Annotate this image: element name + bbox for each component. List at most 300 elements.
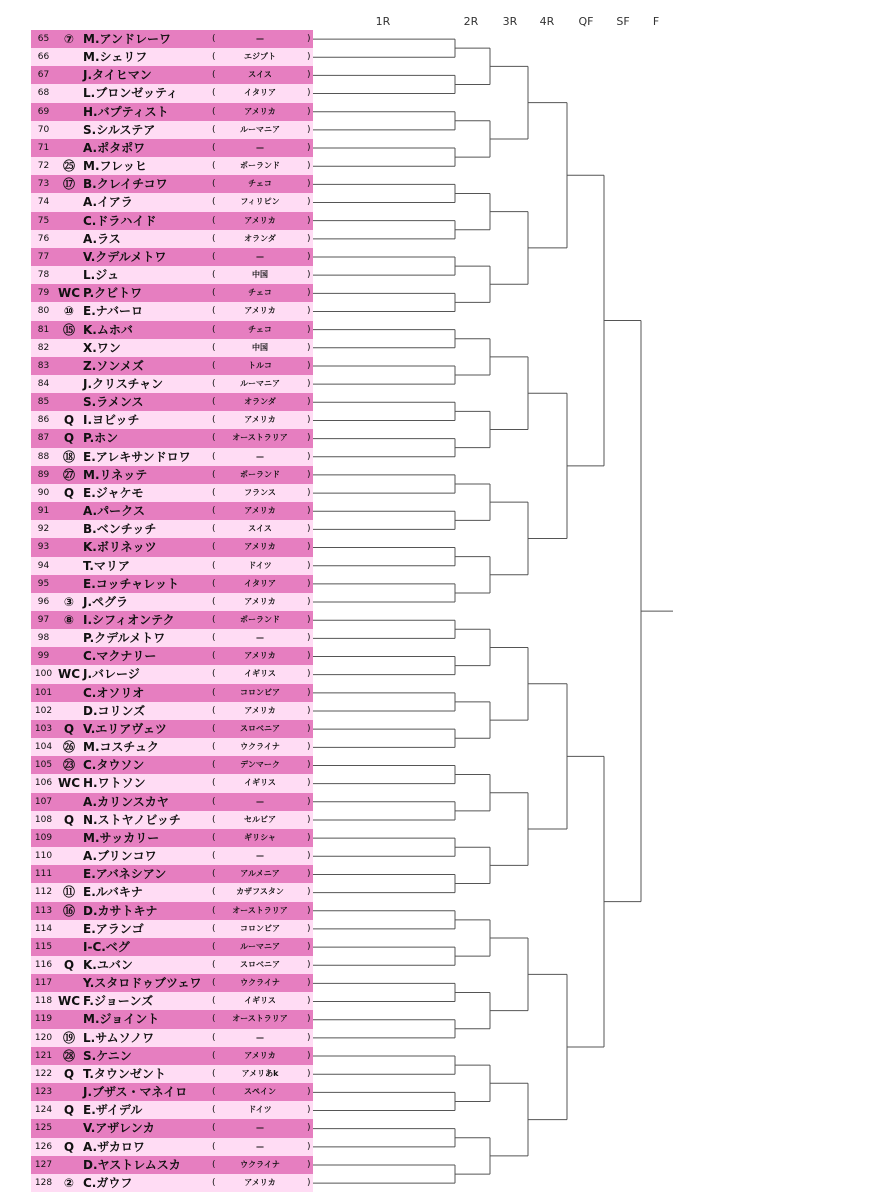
- player-name: C.オソリオ: [83, 685, 145, 700]
- player-name: S.シルステア: [83, 122, 156, 137]
- draw-number: 126: [34, 1141, 53, 1152]
- player-name: Z.ソンメズ: [83, 358, 144, 373]
- paren-open: (: [212, 959, 216, 970]
- paren-close: ): [307, 342, 311, 353]
- paren-open: (: [212, 923, 216, 934]
- paren-open: (: [212, 415, 216, 426]
- player-country: オーストラリア: [232, 905, 288, 915]
- player-country: アメリカ: [244, 705, 276, 715]
- player-name: V.アザレンカ: [83, 1121, 155, 1136]
- draw-number: 120: [34, 1032, 53, 1043]
- paren-close: ): [307, 760, 311, 771]
- paren-open: (: [212, 270, 216, 281]
- player-name: A.イアラ: [83, 195, 133, 210]
- paren-open: (: [212, 197, 216, 208]
- player-country: コロンビア: [240, 923, 280, 933]
- seed-mark: ⑲: [62, 1030, 75, 1045]
- paren-open: (: [212, 397, 216, 408]
- paren-open: (: [212, 796, 216, 807]
- paren-open: (: [212, 742, 216, 753]
- draw-number: 119: [34, 1014, 53, 1025]
- paren-close: ): [307, 161, 311, 172]
- paren-close: ): [307, 433, 311, 444]
- player-name: A.ザカロワ: [83, 1139, 145, 1154]
- paren-open: (: [212, 70, 216, 81]
- paren-close: ): [307, 596, 311, 607]
- draw-number: 74: [37, 197, 50, 208]
- draw-number: 121: [34, 1050, 53, 1061]
- player-country: イギリス: [244, 778, 276, 788]
- draw-number: 83: [37, 360, 50, 371]
- draw-number: 106: [34, 778, 53, 789]
- draw-number: 102: [34, 705, 53, 716]
- paren-open: (: [212, 687, 216, 698]
- draw-number: 116: [34, 959, 53, 970]
- draw-number: 117: [34, 978, 53, 989]
- seed-mark: Q: [63, 413, 75, 428]
- paren-close: ): [307, 959, 311, 970]
- player-name: F.ジョーンズ: [83, 994, 154, 1009]
- player-country: フランス: [244, 487, 276, 497]
- paren-close: ): [307, 742, 311, 753]
- player-country: ポーランド: [240, 615, 280, 624]
- paren-open: (: [212, 215, 216, 226]
- seed-mark: WC: [57, 994, 81, 1009]
- seed-mark: Q: [63, 1066, 75, 1081]
- paren-open: (: [212, 1177, 216, 1188]
- paren-close: ): [307, 542, 311, 553]
- player-country: —: [256, 451, 264, 461]
- draw-number: 78: [37, 270, 50, 281]
- paren-open: (: [212, 760, 216, 771]
- paren-open: (: [212, 451, 216, 462]
- draw-number: 108: [34, 814, 53, 825]
- paren-open: (: [212, 1105, 216, 1116]
- player-country: ルーマニア: [240, 378, 280, 388]
- paren-close: ): [307, 633, 311, 644]
- player-name: M.ジョイント: [83, 1012, 160, 1027]
- player-country: —: [256, 1123, 264, 1133]
- player-country: チェコ: [248, 179, 272, 189]
- seed-mark: ㉘: [62, 1048, 75, 1063]
- paren-close: ): [307, 1087, 311, 1098]
- player-country: エジプト: [244, 52, 276, 62]
- seed-mark: ㉕: [62, 159, 75, 174]
- paren-open: (: [212, 251, 216, 262]
- player-name: K.ユバン: [83, 957, 133, 972]
- paren-close: ): [307, 887, 311, 898]
- draw-number: 114: [34, 923, 53, 934]
- player-name: V.クデルメトワ: [83, 249, 167, 264]
- seed-mark: ㉗: [62, 467, 75, 482]
- player-country: チェコ: [248, 288, 272, 298]
- paren-close: ): [307, 179, 311, 190]
- player-name: C.タウソン: [83, 758, 145, 773]
- draw-number: 100: [34, 669, 53, 680]
- paren-close: ): [307, 978, 311, 989]
- player-country: ドイツ: [248, 1105, 272, 1115]
- paren-close: ): [307, 723, 311, 734]
- seed-mark: WC: [57, 667, 81, 682]
- paren-close: ): [307, 197, 311, 208]
- seed-mark: ⑱: [62, 449, 75, 464]
- seed-mark: ③: [63, 594, 75, 609]
- paren-close: ): [307, 1159, 311, 1170]
- paren-open: (: [212, 633, 216, 644]
- draw-number: 110: [34, 851, 53, 862]
- player-country: アメリカ: [244, 415, 276, 425]
- player-country: フィリピン: [240, 197, 280, 207]
- seed-mark: ⑮: [62, 322, 75, 337]
- paren-close: ): [307, 106, 311, 117]
- player-name: N.ストヤノビッチ: [83, 812, 181, 827]
- round-label-f: F: [652, 15, 660, 28]
- player-name: A.ブリンコワ: [83, 849, 157, 864]
- seed-mark: Q: [63, 812, 75, 827]
- paren-open: (: [212, 88, 216, 99]
- paren-close: ): [307, 996, 311, 1007]
- player-country: アルメニア: [240, 869, 280, 879]
- player-name: E.アバネシアン: [83, 867, 167, 882]
- paren-close: ): [307, 215, 311, 226]
- draw-number: 97: [37, 615, 50, 625]
- seed-mark: ⑧: [63, 613, 75, 627]
- paren-open: (: [212, 34, 216, 44]
- seed-mark: Q: [63, 485, 75, 500]
- draw-number: 125: [34, 1123, 53, 1134]
- paren-open: (: [212, 433, 216, 444]
- player-country: アメリカ: [244, 651, 276, 661]
- draw-number: 127: [34, 1159, 53, 1170]
- player-name: C.ドラハイド: [83, 213, 157, 228]
- player-country: オランダ: [244, 397, 276, 407]
- seed-mark: ⑪: [62, 885, 75, 900]
- paren-open: (: [212, 233, 216, 244]
- draw-number: 104: [34, 742, 53, 753]
- player-name: E.コッチャレット: [83, 576, 180, 591]
- paren-close: ): [307, 941, 311, 952]
- paren-open: (: [212, 1141, 216, 1152]
- paren-open: (: [212, 596, 216, 607]
- paren-open: (: [212, 941, 216, 952]
- player-country: ウクライナ: [240, 1159, 280, 1169]
- draw-number: 99: [37, 651, 50, 662]
- paren-open: (: [212, 52, 216, 63]
- draw-number: 82: [37, 342, 50, 353]
- draw-number: 76: [37, 233, 50, 244]
- seed-mark: ②: [63, 1175, 75, 1190]
- paren-close: ): [307, 1050, 311, 1061]
- paren-close: ): [307, 34, 311, 44]
- player-country: イタリア: [244, 88, 276, 98]
- player-country: アメリカ: [244, 106, 276, 116]
- player-country: オーストラリア: [232, 1014, 288, 1024]
- paren-close: ): [307, 796, 311, 807]
- player-name: D.コリンズ: [83, 703, 146, 718]
- player-name: L.ブロンゼッティ: [83, 86, 179, 101]
- paren-open: (: [212, 1123, 216, 1134]
- paren-open: (: [212, 615, 216, 625]
- paren-open: (: [212, 651, 216, 662]
- player-name: E.ジャケモ: [83, 485, 144, 500]
- draw-number: 86: [37, 415, 50, 426]
- draw-number: 77: [37, 251, 50, 262]
- seed-mark: ⑦: [63, 32, 75, 46]
- paren-close: ): [307, 615, 311, 625]
- player-name: A.ラス: [83, 231, 121, 246]
- draw-number: 128: [34, 1177, 53, 1188]
- player-name: C.マクナリー: [83, 649, 157, 664]
- player-country: —: [256, 633, 264, 643]
- paren-close: ): [307, 578, 311, 589]
- paren-close: ): [307, 851, 311, 862]
- player-country: スロベニア: [240, 723, 280, 733]
- player-country: オランダ: [244, 233, 276, 243]
- draw-number: 90: [37, 487, 50, 498]
- paren-close: ): [307, 506, 311, 517]
- draw-number: 87: [37, 433, 50, 444]
- paren-close: ): [307, 814, 311, 825]
- player-country: —: [256, 142, 264, 152]
- player-name: E.ナバーロ: [83, 304, 144, 319]
- seed-mark: ⑩: [63, 304, 75, 319]
- player-name: E.ルバキナ: [83, 885, 143, 900]
- paren-open: (: [212, 1068, 216, 1079]
- paren-close: ): [307, 1014, 311, 1025]
- paren-open: (: [212, 778, 216, 789]
- draw-number: 91: [37, 506, 50, 517]
- player-name: I.ヨビッチ: [83, 413, 140, 428]
- paren-close: ): [307, 1177, 311, 1188]
- player-name: M.フレッヒ: [83, 159, 147, 174]
- player-country: イギリス: [244, 669, 276, 679]
- player-name: T.タウンゼント: [83, 1066, 166, 1081]
- player-country: アメリカ: [244, 215, 276, 225]
- seed-mark: Q: [63, 721, 75, 736]
- player-name: K.ボリネッツ: [83, 540, 157, 555]
- player-country: —: [256, 851, 264, 861]
- draw-number: 95: [37, 578, 50, 589]
- draw-number: 67: [37, 70, 50, 81]
- player-name: J.ペグラ: [83, 594, 129, 609]
- paren-open: (: [212, 342, 216, 353]
- player-name: M.リネッテ: [83, 467, 148, 482]
- draw-number: 85: [37, 397, 50, 408]
- paren-close: ): [307, 397, 311, 408]
- paren-open: (: [212, 487, 216, 498]
- player-country: —: [256, 796, 264, 806]
- paren-close: ): [307, 270, 311, 281]
- player-name: M.シェリフ: [83, 50, 148, 65]
- paren-close: ): [307, 324, 311, 335]
- player-country: —: [256, 251, 264, 261]
- player-country: ウクライナ: [240, 978, 280, 988]
- paren-open: (: [212, 542, 216, 553]
- player-name: Y.スタロドゥブツェワ: [83, 976, 202, 991]
- player-country: アメリカ: [244, 596, 276, 606]
- paren-close: ): [307, 1123, 311, 1134]
- player-name: V.エリアヴェツ: [83, 721, 167, 736]
- player-country: アメリカ: [244, 506, 276, 516]
- player-country: 中国: [252, 342, 268, 352]
- draw-number: 65: [37, 34, 50, 44]
- round-label-qf: QF: [578, 15, 594, 28]
- player-name: J.クリスチャン: [83, 376, 164, 391]
- paren-open: (: [212, 360, 216, 371]
- paren-close: ): [307, 142, 311, 153]
- player-country: オーストラリア: [232, 433, 288, 443]
- draw-number: 66: [37, 52, 50, 63]
- paren-close: ): [307, 233, 311, 244]
- player-country: ルーマニア: [240, 124, 280, 134]
- draw-number: 109: [34, 832, 53, 843]
- paren-open: (: [212, 524, 216, 535]
- paren-close: ): [307, 778, 311, 789]
- paren-close: ): [307, 288, 311, 299]
- player-name: J.ブザス・マネイロ: [83, 1085, 188, 1100]
- player-country: ポーランド: [240, 161, 280, 171]
- draw-number: 103: [34, 723, 53, 734]
- paren-close: ): [307, 378, 311, 389]
- paren-open: (: [212, 978, 216, 989]
- paren-close: ): [307, 869, 311, 880]
- player-country: ドイツ: [248, 560, 272, 570]
- paren-open: (: [212, 832, 216, 843]
- paren-open: (: [212, 1032, 216, 1043]
- paren-close: ): [307, 905, 311, 916]
- player-name: H.バプティスト: [83, 104, 169, 119]
- paren-open: (: [212, 905, 216, 916]
- draw-number: 93: [37, 542, 50, 553]
- round-label-1r: 1R: [375, 15, 391, 28]
- paren-close: ): [307, 524, 311, 535]
- paren-open: (: [212, 1050, 216, 1061]
- seed-mark: Q: [63, 1103, 75, 1118]
- player-name: D.カサトキナ: [83, 903, 158, 918]
- paren-open: (: [212, 142, 216, 153]
- player-country: —: [256, 1032, 264, 1042]
- player-name: I-C.ベグ: [83, 939, 130, 954]
- player-country: コロンビア: [240, 687, 280, 697]
- paren-open: (: [212, 560, 216, 571]
- draw-number: 101: [34, 687, 53, 698]
- draw-number: 105: [34, 760, 53, 771]
- player-country: スイス: [248, 70, 272, 80]
- draw-number: 73: [37, 179, 50, 190]
- player-country: アメリカ: [244, 542, 276, 552]
- player-country: ギリシャ: [244, 832, 276, 842]
- player-name: E.ザイデル: [83, 1103, 143, 1118]
- seed-mark: Q: [63, 957, 75, 972]
- paren-close: ): [307, 360, 311, 371]
- seed-mark: ㉓: [62, 758, 75, 773]
- draw-number: 75: [37, 215, 50, 226]
- seed-mark: ⑯: [62, 903, 75, 918]
- player-name: J.バレージ: [83, 667, 140, 682]
- draw-number: 68: [37, 88, 50, 99]
- player-country: イギリス: [244, 996, 276, 1006]
- round-label-3r: 3R: [502, 15, 518, 28]
- draw-number: 98: [37, 633, 50, 644]
- round-label-4r: 4R: [539, 15, 555, 28]
- player-name: X.ワン: [83, 340, 121, 355]
- draw-number: 124: [34, 1105, 53, 1116]
- paren-close: ): [307, 687, 311, 698]
- seed-mark: WC: [57, 776, 81, 791]
- seed-mark: WC: [57, 286, 81, 301]
- player-country: 中国: [252, 270, 268, 280]
- player-country: スロベニア: [240, 959, 280, 969]
- draw-number: 113: [34, 905, 53, 916]
- paren-open: (: [212, 996, 216, 1007]
- paren-open: (: [212, 851, 216, 862]
- player-country: トルコ: [248, 360, 272, 370]
- player-country: —: [256, 1141, 264, 1151]
- player-name: M.サッカリー: [83, 830, 160, 845]
- draw-number: 92: [37, 524, 50, 535]
- paren-open: (: [212, 506, 216, 517]
- player-name: S.ケニン: [83, 1048, 132, 1063]
- draw-number: 80: [37, 306, 50, 317]
- draw-number: 72: [37, 161, 50, 172]
- player-name: E.アレキサンドロワ: [83, 449, 191, 464]
- player-country: スペイン: [244, 1087, 276, 1097]
- player-name: A.ポタポワ: [83, 140, 146, 155]
- player-country: ウクライナ: [240, 742, 280, 752]
- player-country: スイス: [248, 524, 272, 534]
- paren-close: ): [307, 415, 311, 426]
- draw-number: 107: [34, 796, 53, 807]
- player-name: D.ヤストレムスカ: [83, 1157, 181, 1172]
- player-country: イタリア: [244, 578, 276, 588]
- draw-number: 94: [37, 560, 50, 571]
- player-country: アメリあk: [241, 1068, 279, 1078]
- paren-open: (: [212, 306, 216, 317]
- paren-close: ): [307, 832, 311, 843]
- paren-open: (: [212, 179, 216, 190]
- player-country: デンマーク: [240, 760, 280, 770]
- player-country: ルーマニア: [240, 941, 280, 951]
- paren-close: ): [307, 705, 311, 716]
- draw-number: 84: [37, 378, 50, 389]
- draw-number: 89: [37, 469, 50, 480]
- draw-number: 71: [37, 142, 50, 153]
- player-country: カザフスタン: [236, 887, 284, 897]
- draw-number: 81: [37, 324, 50, 335]
- paren-open: (: [212, 887, 216, 898]
- draw-number: 69: [37, 106, 50, 117]
- paren-open: (: [212, 705, 216, 716]
- round-label-sf: SF: [616, 15, 630, 28]
- paren-open: (: [212, 1087, 216, 1098]
- player-country: チェコ: [248, 324, 272, 334]
- player-name: B.クレイチコワ: [83, 177, 168, 192]
- player-name: M.コスチュク: [83, 740, 159, 755]
- player-name: A.カリンスカヤ: [83, 794, 169, 809]
- player-name: T.マリア: [83, 558, 130, 573]
- player-name: S.ラメンス: [83, 395, 144, 410]
- draw-number: 96: [37, 596, 50, 607]
- paren-close: ): [307, 469, 311, 480]
- seed-mark: ㉖: [62, 740, 75, 755]
- player-name: A.パークス: [83, 504, 145, 519]
- draw-number: 122: [34, 1068, 53, 1079]
- paren-open: (: [212, 124, 216, 135]
- paren-close: ): [307, 251, 311, 262]
- player-name: C.ガウフ: [83, 1175, 133, 1190]
- paren-open: (: [212, 106, 216, 117]
- seed-mark: Q: [63, 1139, 75, 1154]
